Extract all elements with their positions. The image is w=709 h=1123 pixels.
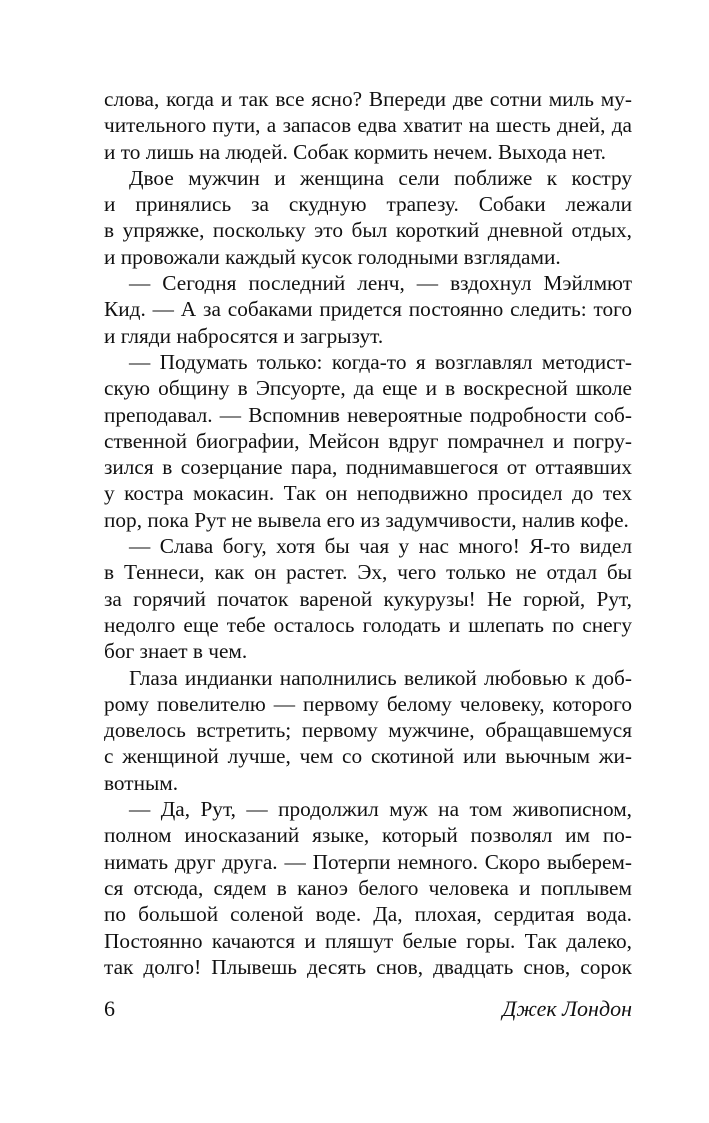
text-line: недолго еще тебе осталось голодать и шлепать по снегу [104,612,632,637]
text-line: в Теннеси, как он растет. Эх, чего только не отдал бы [104,560,632,585]
paragraph-2 [104,165,632,270]
text-line: слова, когда и так все ясно? Впереди две сотни миль му- [104,87,632,111]
text-line: зился в созерцание пара, поднимавшегося от оттаявших [104,455,632,480]
text-line: рому повелителю — первому белому человеку, которого [104,691,632,716]
text-line: ся отсюда, сядем в каноэ белого человека и поплывем [104,875,632,900]
page-footer [104,996,632,1026]
text-line: так долго! Плывешь десять снов, двадцать снов, сорок [104,954,632,979]
text-line: по большой соленой воде. Да, плохая, сердитая вода. [104,902,632,927]
text-line: ственной биографии, Мейсон вдруг помрачнел и погру- [104,428,632,453]
text-line: бог знает в чем. [104,639,248,664]
text-line: Двое мужчин и женщина сели поближе к костру [129,165,632,190]
paragraph-7 [104,796,632,980]
text-line: в упряжке, поскольку это был короткий дневной отдых, [104,218,632,243]
text-line: чительного пути, а запасов едва хватит на шесть дней, да [104,113,632,138]
text-line: с женщиной лучше, чем со скотиной или вьючным жи- [104,744,632,769]
text-line: Постоянно качаются и пляшут белые горы. Так далеко, [104,928,632,953]
text-line: нимать друг друга. — Потерпи немного. Скоро выберем- [104,849,632,874]
text-line: вотным. [104,770,179,795]
text-line: и гляди набросятся и загрызут. [104,323,384,348]
text-line: у костра мокасин. Так он неподвижно просидел до тех [104,481,632,506]
text-line: довелось встретить; первому мужчине, обращавшемуся [104,718,632,743]
text-line: Кид. — А за собаками придется постоянно следить: того [104,297,632,322]
text-line: и принялись за скудную трапезу. Собаки лежали [104,192,632,217]
text-line: — Подумать только: когда-то я возглавлял методист- [129,349,632,374]
text-line: — Да, Рут, — продолжил муж на том живописном, [129,797,632,822]
text-line: за горячий початок вареной кукурузы! Не горюй, Рут, [104,586,632,611]
text-line: — Сегодня последний ленч, — вздохнул Мэйлмют [129,271,632,296]
paragraph-3 [104,270,632,349]
text-line: полном иносказаний языке, который позволял им по- [104,823,632,848]
paragraph-6 [104,665,632,796]
page-number: 6 [104,996,115,1021]
text-line: пор, пока Рут не вывела его из задумчивости, налив кофе. [104,507,629,532]
text-line: скую общину в Эпсуорте, да еще и в воскресной школе [104,376,632,401]
text-line: Глаза индианки наполнились великой любовью к доб- [129,665,632,690]
body-text [104,86,632,980]
paragraph-5 [104,533,632,664]
paragraph-4 [104,349,632,533]
paragraph-1 [104,86,632,165]
text-line: и провожали каждый кусок голодными взглядами. [104,244,561,269]
running-title: Джек Лондон [502,996,632,1021]
text-line: и то лишь на людей. Собак кормить нечем. Выхода нет. [104,139,606,164]
text-line: — Слава богу, хотя бы чая у нас много! Я-то видел [129,534,632,559]
text-line: преподавал. — Вспомнив невероятные подробности соб- [104,402,632,427]
